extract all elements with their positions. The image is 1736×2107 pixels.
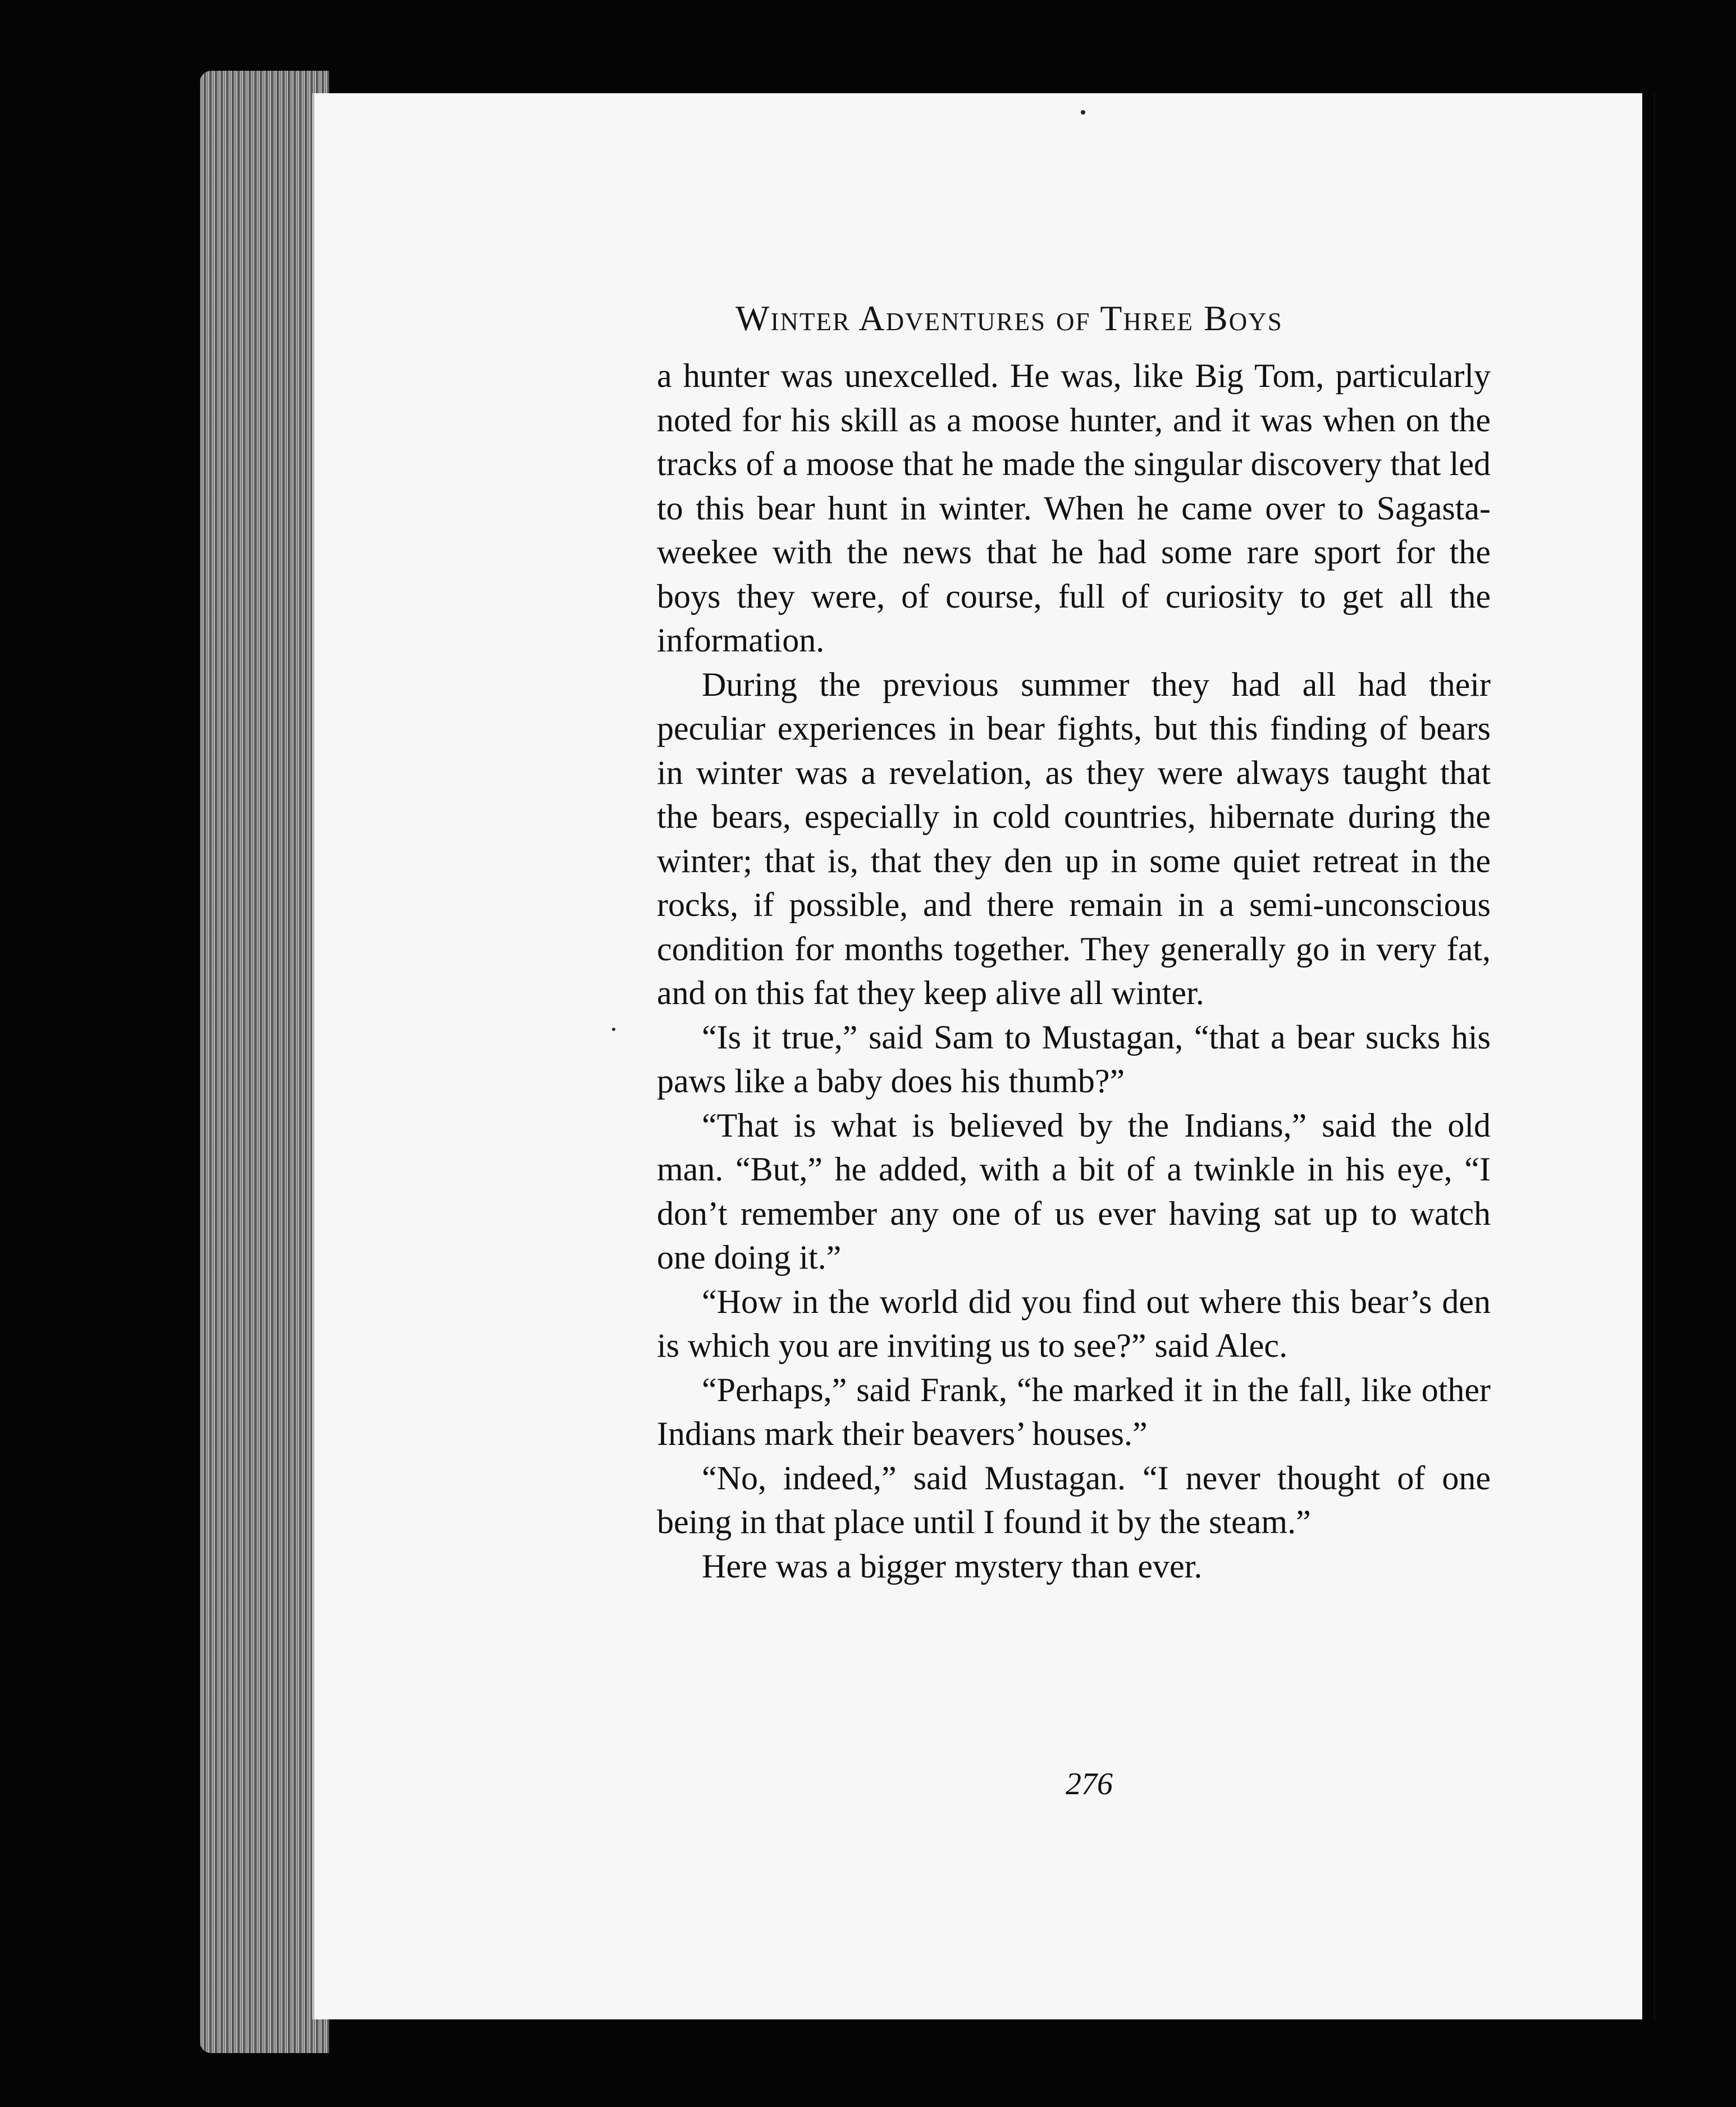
page-number: 276 xyxy=(1066,1767,1113,1802)
body-text xyxy=(657,354,1491,1588)
paragraph: “That is what is believed by the Indians,” said the old man. “But,” he added, with a bit of a twinkle in his eye, “I don’t remember any one of us ever having sat up to watch one doing it.” xyxy=(657,1106,1491,1276)
running-head: Winter Adventures of Three Boys xyxy=(735,298,1283,338)
facing-page-edge xyxy=(1654,93,1655,2019)
speck xyxy=(1081,110,1085,115)
paragraph: “No, indeed,” said Mustagan. “I never thought of one being in that place until I found it by the steam.” xyxy=(657,1459,1491,1540)
paragraph: During the previous summer they had all had their peculiar experiences in bear fights, but this finding of bears in winter was a revelation, as they were always taught that the bears, especially in cold countries, hibernate during the winter; that is, that they den up in some quiet retreat in the rocks, if possible, and there remain in a semi-unconscious condition for months together. They generally go in very fat, and on this fat they keep alive all winter. xyxy=(657,665,1491,1011)
paragraph: Here was a bigger mystery than ever. xyxy=(702,1547,1203,1585)
paragraph: “How in the world did you find out where this bear’s den is which you are inviting us to see?” said Alec. xyxy=(657,1283,1491,1364)
paragraph: a hunter was unexcelled. He was, like Big Tom, particularly noted for his skill as a moose hunter, and it was when on the tracks of a moose that he made the singular discovery that led to this bear hunt in winter. When he came over to Sagasta-weekee with the news that he had some rare sport for the boys they were, of course, full of curiosity to get all the information. xyxy=(657,357,1491,659)
paragraph: “Is it true,” said Sam to Mustagan, “that a bear sucks his paws like a baby does his thumb?” xyxy=(657,1018,1491,1100)
paragraph: “Perhaps,” said Frank, “he marked it in the fall, like other Indians mark their beavers’ houses.” xyxy=(657,1371,1491,1452)
page-edges xyxy=(200,71,329,2053)
speck xyxy=(612,1028,615,1031)
